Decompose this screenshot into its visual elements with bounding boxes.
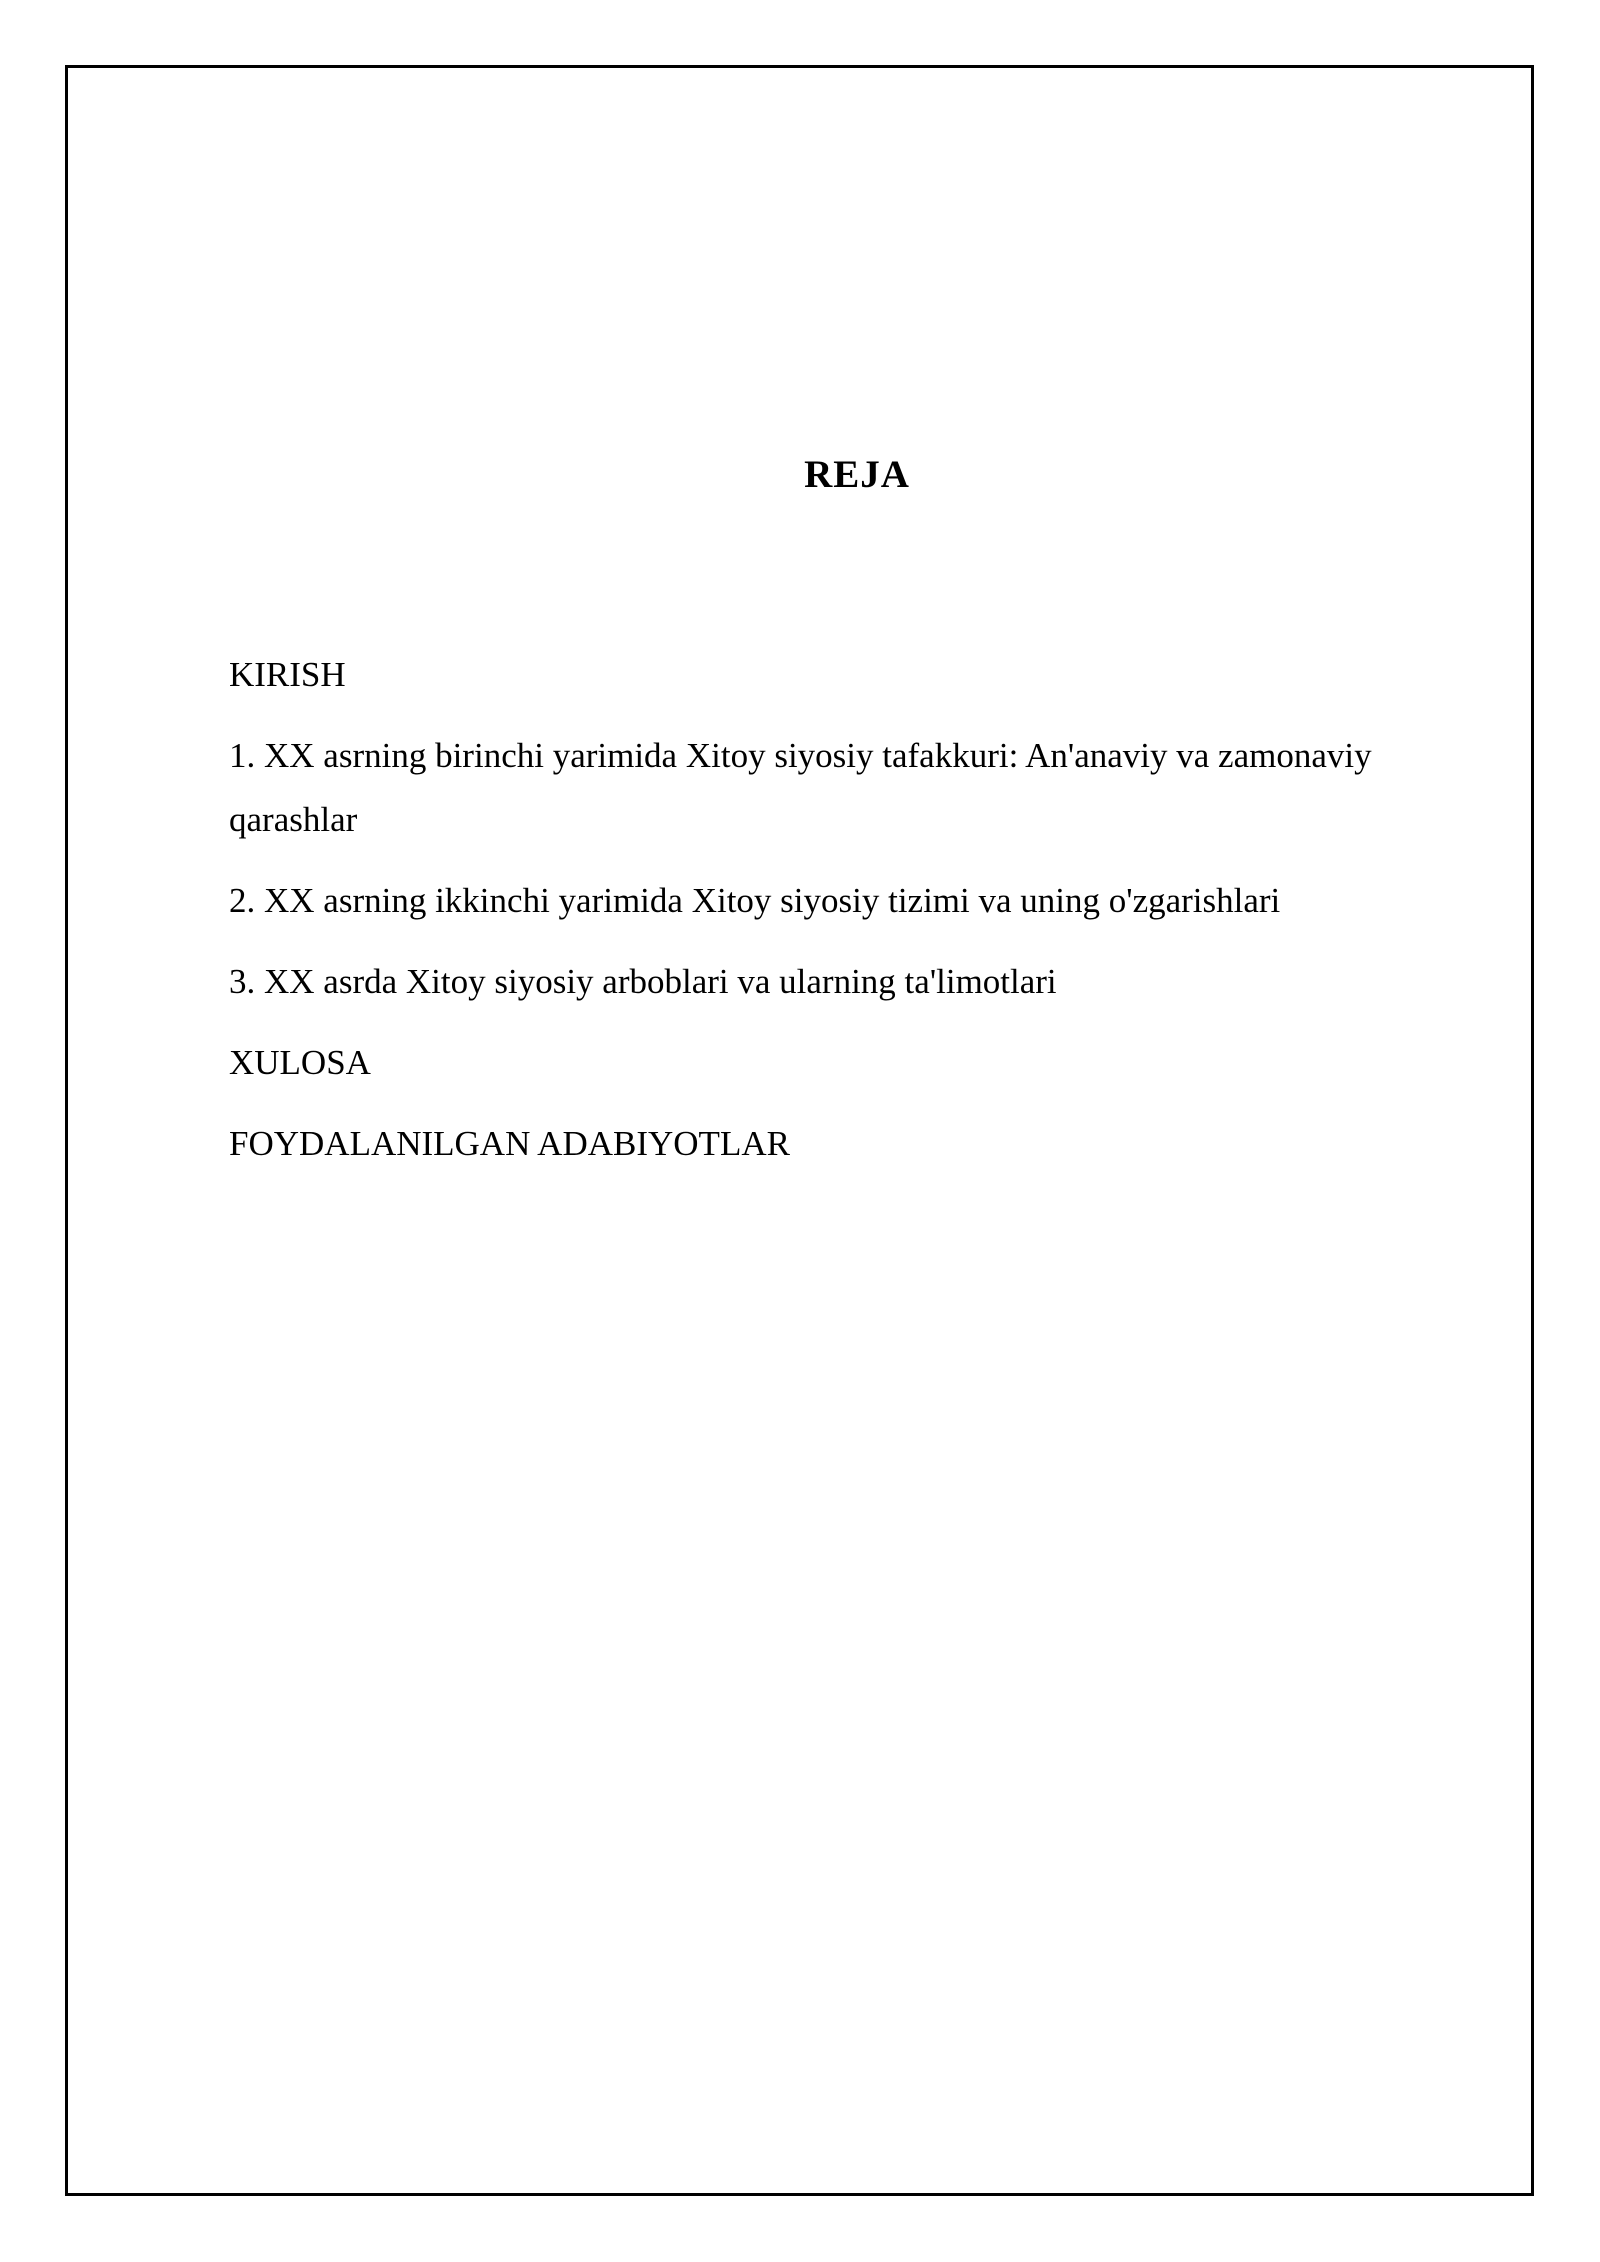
outline-item-section-2: 2. XX asrning ikkinchi yarimida Xitoy siyosiy tizimi va uning o'zgarishlari xyxy=(229,881,1281,920)
plan-outline xyxy=(229,643,1479,1193)
outline-item-conclusion: XULOSA xyxy=(229,1043,371,1082)
outline-item-section-1: 1. XX asrning birinchi yarimida Xitoy siyosiy tafakkuri: An'anaviy va zamonaviy qarashlar xyxy=(229,736,1372,839)
outline-item-introduction: KIRISH xyxy=(229,655,346,694)
outline-item-section-3: 3. XX asrda Xitoy siyosiy arboblari va ularning ta'limotlari xyxy=(229,962,1057,1001)
page-title: REJA xyxy=(804,453,910,496)
outline-item-references: FOYDALANILGAN ADABIYOTLAR xyxy=(229,1124,790,1163)
